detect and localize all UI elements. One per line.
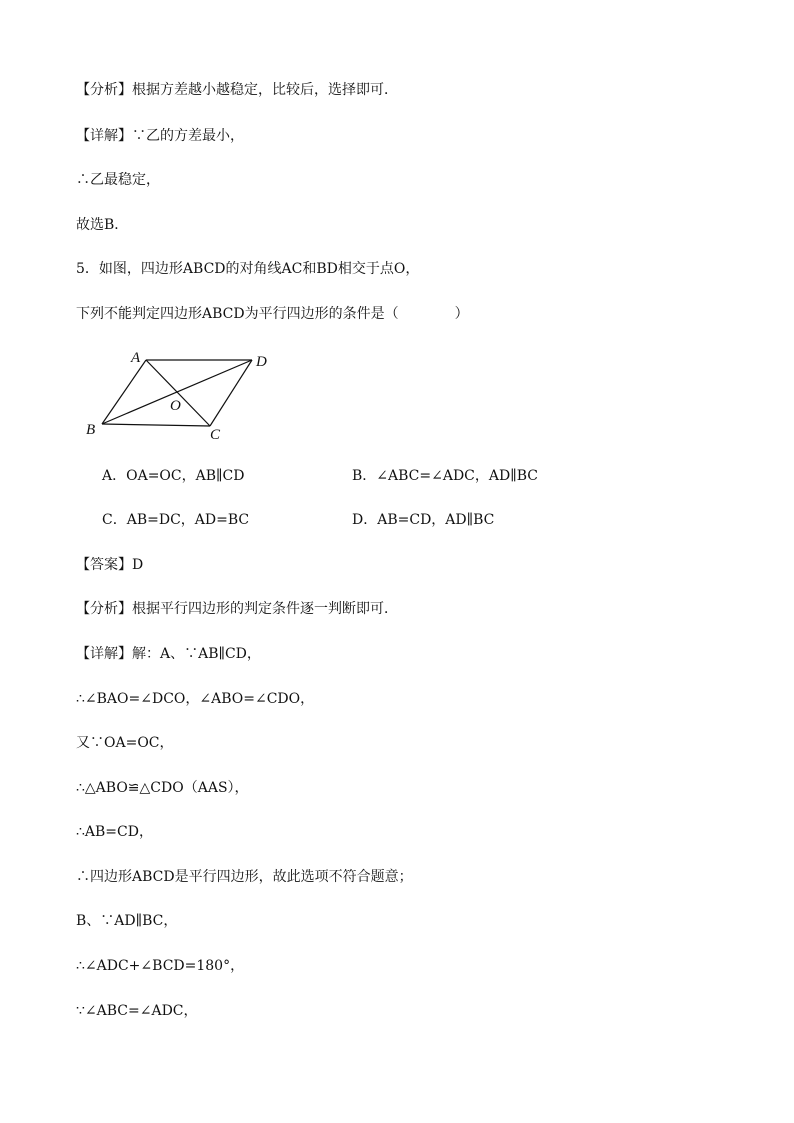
vertex-label-d: D [256,354,267,370]
choice-line: 故选B． [76,217,129,233]
option-d: D．AB=CD，AD∥BC [352,512,495,528]
proof-b-step-3: ∵∠ABC=∠ADC， [76,1003,198,1019]
proof-b-step-1: B、∵AD∥BC， [76,913,178,929]
proof-step-2: 又∵OA=OC， [76,735,174,751]
conclusion-line: ∴乙最稳定， [76,172,160,188]
option-a: A．OA=OC，AB∥CD [102,468,245,484]
proof-step-3: ∴△ABO≌△CDO（AAS）， [76,780,249,796]
proof-step-4: ∴AB=CD， [76,824,153,840]
proof-step-5: ∴四边形ABCD是平行四边形，故此选项不符合题意； [76,869,413,885]
option-b: B．∠ABC=∠ADC，AD∥BC [352,468,538,484]
question-5-stem: 5．如图，四边形ABCD的对角线AC和BD相交于点O， [76,261,420,277]
analysis-line-2: 【分析】根据平行四边形的判定条件逐一判断即可． [76,601,398,617]
side-bc [102,424,210,426]
option-c: C．AB=DC，AD=BC [102,512,250,528]
parallelogram-figure [82,342,292,450]
explanation-line: 【详解】∵乙的方差最小， [76,128,244,144]
point-label-o: O [170,398,181,414]
vertex-label-c: C [210,427,221,443]
vertex-label-b: B [86,422,96,438]
answer-line: 【答案】D [76,557,144,573]
question-5-prompt: 下列不能判定四边形ABCD为平行四边形的条件是（ ） [76,306,469,322]
side-dc [210,360,252,426]
analysis-line: 【分析】根据方差越小越稳定，比较后，选择即可． [76,82,398,98]
proof-b-step-2: ∴∠ADC+∠BCD=180°， [76,958,245,974]
proof-step-1: ∴∠BAO=∠DCO，∠ABO=∠CDO， [76,691,315,707]
explanation-line-2: 【详解】解：A、∵AB∥CD， [76,646,261,662]
vertex-label-a: A [131,350,141,366]
diagonal-ac [146,360,210,426]
